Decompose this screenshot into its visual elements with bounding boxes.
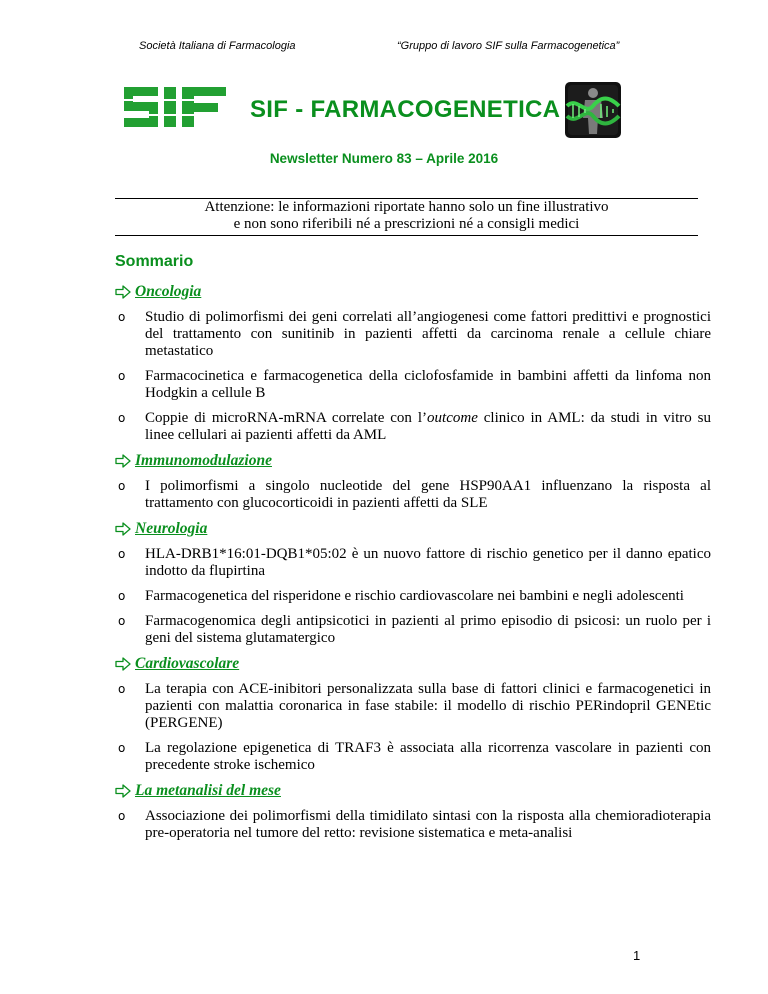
sif-logo-icon <box>122 85 228 129</box>
list-item <box>115 808 711 842</box>
bullet-icon: o <box>118 614 126 628</box>
bullet-icon: o <box>118 682 126 696</box>
disclaimer-box <box>115 198 698 236</box>
summary-heading: Sommario <box>115 253 194 270</box>
list-item <box>115 681 711 732</box>
running-header <box>0 40 768 56</box>
list-item <box>115 410 711 444</box>
disclaimer-line-2: e non sono riferibili né a prescrizioni né a consigli medici <box>233 216 580 232</box>
arrow-right-icon <box>115 657 131 671</box>
item-text: I polimorfismi a singolo nucleotide del gene HSP90AA1 influenzano la risposta al trattamento con glucocorticoidi in pazienti affetti da SLE <box>145 478 711 511</box>
item-text: Farmacocinetica e farmacogenetica della ciclofosfamide in bambini affetti da linfoma non Hodgkin a cellule B <box>145 368 711 401</box>
toc-section <box>115 655 711 774</box>
banner-title: SIF - FARMACOGENETICA <box>250 96 561 123</box>
section-heading[interactable] <box>115 520 711 538</box>
item-text-after: clinico in AML: da studi in vitro su linee cellulari ai pazienti affetti da AML <box>145 410 712 443</box>
arrow-right-icon <box>115 522 131 536</box>
bullet-icon: o <box>118 741 126 755</box>
item-text: Studio di polimorfismi dei geni correlati all’angiogenesi come fattori predittivi e prognostici del trattamento con sunitinib in pazienti affetti da carcinoma renale a cellule chiare metastatico <box>145 309 711 359</box>
header-society: Società Italiana di Farmacologia <box>139 40 296 52</box>
list-item <box>115 613 711 647</box>
bullet-icon: o <box>118 411 126 425</box>
bullet-icon: o <box>118 310 126 324</box>
item-text: Farmacogenomica degli antipsicotici in pazienti al primo episodio di psicosi: un ruolo per i geni del sistema glutamatergico <box>145 613 711 646</box>
toc-section <box>115 452 711 512</box>
header-working-group: “Gruppo di lavoro SIF sulla Farmacogenetica” <box>397 40 620 52</box>
item-text: HLA-DRB1*16:01-DQB1*05:02 è un nuovo fattore di rischio genetico per il danno epatico indotto da flupirtina <box>145 546 711 579</box>
arrow-right-icon <box>115 454 131 468</box>
toc-section <box>115 283 711 444</box>
newsletter-issue: Newsletter Numero 83 – Aprile 2016 <box>269 151 499 166</box>
list-item <box>115 740 711 774</box>
dna-figure-icon <box>565 82 621 138</box>
disclaimer-line-1: Attenzione: le informazioni riportate hanno solo un fine illustrativo <box>204 199 609 215</box>
item-text-before: Coppie di microRNA-mRNA correlate con l’ <box>145 410 428 426</box>
list-item <box>115 368 711 402</box>
toc-section <box>115 520 711 647</box>
item-text: Farmacogenetica del risperidone e rischio cardiovascolare nei bambini e negli adolescenti <box>145 588 684 604</box>
list-item <box>115 478 711 512</box>
section-title[interactable]: Neurologia <box>135 520 208 537</box>
section-title[interactable]: Oncologia <box>135 283 202 300</box>
page-number: 1 <box>633 948 641 963</box>
bullet-icon: o <box>118 369 126 383</box>
item-text-em: outcome <box>427 410 478 426</box>
arrow-right-icon <box>115 784 131 798</box>
table-of-contents <box>115 283 711 850</box>
list-item <box>115 588 711 605</box>
bullet-icon: o <box>118 547 126 561</box>
arrow-right-icon <box>115 285 131 299</box>
item-text: La terapia con ACE-inibitori personalizzata sulla base di fattori clinici e farmacogenetici in pazienti con malattia coronarica in fase stabile: il modello di rischio PERindopril GENEtic (PERGENE) <box>145 681 711 731</box>
section-title[interactable]: Cardiovascolare <box>135 655 240 672</box>
section-title[interactable]: Immunomodulazione <box>135 452 272 469</box>
section-heading[interactable] <box>115 452 711 470</box>
item-text: Associazione dei polimorfismi della timidilato sintasi con la risposta alla chemioradioterapia pre-operatoria nel tumore del retto: revisione sistematica e meta-analisi <box>145 808 711 841</box>
bullet-icon: o <box>118 589 126 603</box>
toc-section <box>115 782 711 842</box>
list-item <box>115 309 711 360</box>
list-item <box>115 546 711 580</box>
bullet-icon: o <box>118 479 126 493</box>
section-heading[interactable] <box>115 782 711 800</box>
section-heading[interactable] <box>115 283 711 301</box>
section-heading[interactable] <box>115 655 711 673</box>
section-title[interactable]: La metanalisi del mese <box>135 782 281 799</box>
item-text: La regolazione epigenetica di TRAF3 è associata alla ricorrenza vascolare in pazienti con precedente stroke ischemico <box>145 740 711 773</box>
bullet-icon: o <box>118 809 126 823</box>
